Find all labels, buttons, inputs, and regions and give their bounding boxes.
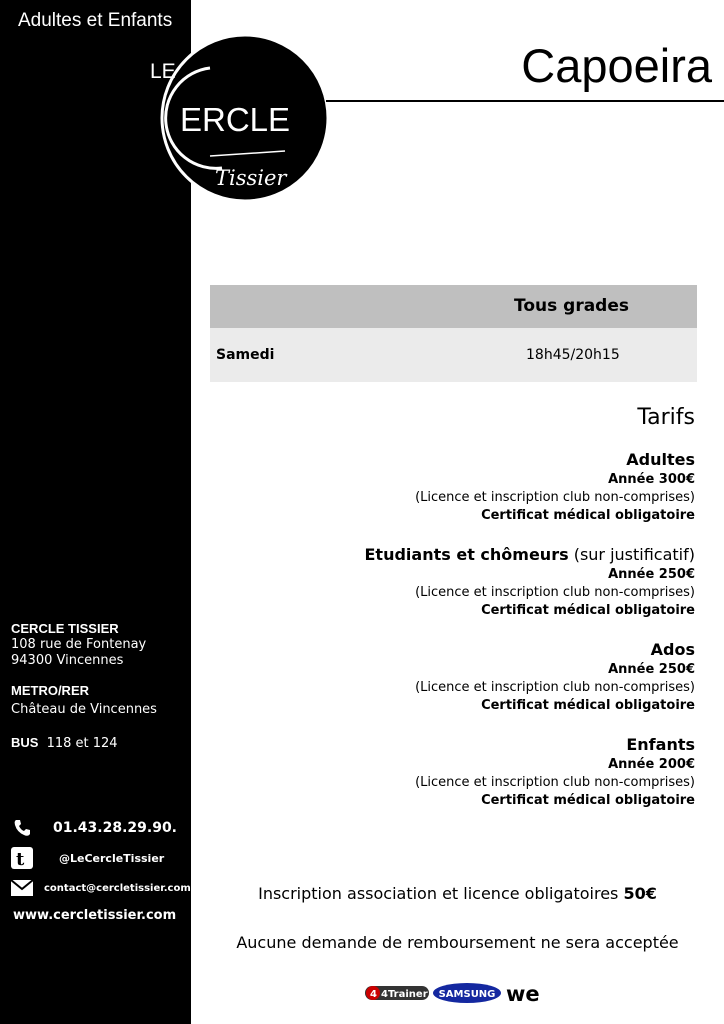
address-line-2: 94300 Vincennes [11,653,124,668]
sponsor-4trainer-logo [364,980,430,1006]
tarif-price: Année 200€ [608,757,695,772]
svg-text:t: t [16,849,25,870]
sponsor-we-logo [505,980,545,1006]
tarif-certificate: Certificat médical obligatoire [481,508,695,523]
svg-text:we: we [506,982,540,1006]
svg-text:Tissier: Tissier [215,166,287,190]
bus-value: 118 et 124 [46,736,118,751]
bus-label: BUS [11,735,39,750]
metro-info [11,683,157,718]
svg-text:4: 4 [370,989,377,1000]
twitter-icon [9,847,35,869]
tarif-price: Année 250€ [608,662,695,677]
tarif-certificate: Certificat médical obligatoire [481,793,695,808]
tarif-price: Année 250€ [608,567,695,582]
tarif-certificate: Certificat médical obligatoire [481,698,695,713]
mail-icon [9,877,35,899]
schedule-time: 18h45/20h15 [526,347,620,363]
tarif-name: Adultes [626,450,695,469]
tarif-ados [315,640,695,715]
address-line-1: 108 rue de Fontenay [11,637,147,652]
email-row [9,877,191,899]
phone-number[interactable]: 01.43.28.29.90. [53,820,178,836]
page-title: Capoeira [521,39,712,92]
schedule-day: Samedi [216,347,275,363]
svg-text:LE: LE [150,60,176,83]
twitter-row [9,847,164,869]
tarif-enfants [315,735,695,810]
title-rule [326,100,724,102]
tarif-certificate: Certificat médical obligatoire [481,603,695,618]
website-link[interactable]: www.cercletissier.com [13,908,177,923]
schedule-table [210,285,697,382]
svg-text:SAMSUNG: SAMSUNG [438,989,496,1000]
tarif-note: (Licence et inscription club non-comprises) [415,490,695,505]
tarif-note: (Licence et inscription club non-comprises) [415,775,695,790]
club-address [11,621,146,669]
tarif-note: (Licence et inscription club non-comprises) [415,585,695,600]
tarif-etudiants [315,545,695,620]
club-name: CERCLE TISSIER [11,621,119,636]
bus-info [11,735,118,752]
tarif-name: Ados [650,640,695,659]
cercle-tissier-logo [150,18,330,218]
metro-value: Château de Vincennes [11,702,157,717]
registration-price: 50€ [623,884,657,903]
twitter-handle[interactable]: @LeCercleTissier [59,851,165,865]
registration-text: Inscription association et licence obligatoires [258,884,624,903]
audience-label: Adultes et Enfants [18,10,173,31]
schedule-header [210,285,697,328]
phone-icon [9,817,35,839]
tarifs-title: Tarifs [637,405,695,430]
svg-text:ERCLE: ERCLE [180,101,291,138]
tarif-adultes [315,450,695,525]
tarifs-section [315,405,695,830]
tarif-price: Année 300€ [608,472,695,487]
metro-label: METRO/RER [11,683,89,698]
schedule-header-label: Tous grades [514,296,629,316]
tarif-name-suffix: (sur justificatif) [568,545,695,564]
tarif-name: Etudiants et chômeurs [364,545,569,564]
email-address[interactable]: contact@cercletissier.com [44,882,191,894]
tarif-name: Enfants [626,735,695,754]
svg-text:4Trainer: 4Trainer [381,989,428,1000]
registration-note [191,884,724,903]
refund-note: Aucune demande de remboursement ne sera acceptée [236,933,679,952]
table-row [210,328,697,382]
sponsor-samsung-logo [432,980,502,1006]
tarif-note: (Licence et inscription club non-comprises) [415,680,695,695]
phone-row [9,817,177,839]
